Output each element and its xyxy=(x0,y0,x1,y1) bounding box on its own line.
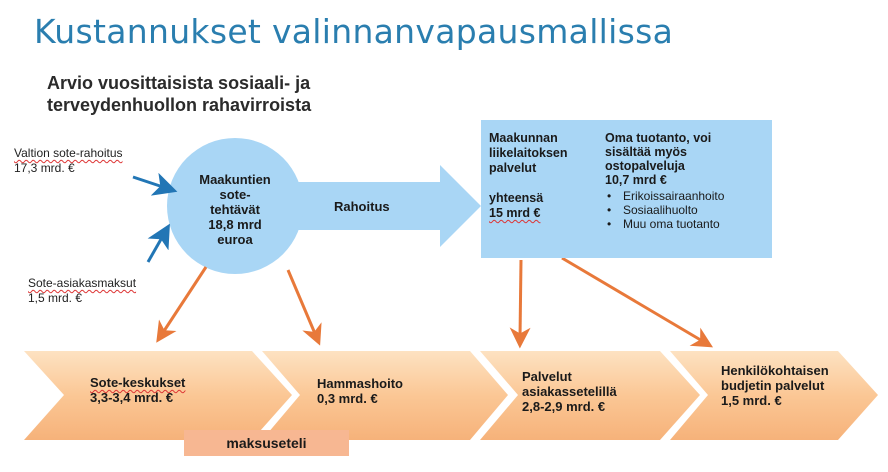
box-line: sisältää myös xyxy=(605,145,687,159)
subtitle-line-1: Arvio vuosittaisista sosiaali- ja xyxy=(47,73,311,93)
blue-arrow-asiakasmaksut xyxy=(148,234,164,262)
orange-arrow-henkilokohtainen xyxy=(562,258,704,342)
circle-line: Maakuntien xyxy=(199,172,271,187)
box-line xyxy=(489,176,568,191)
segment-line: 0,3 mrd. € xyxy=(317,391,378,406)
circle-line: 18,8 mrd xyxy=(208,217,262,232)
box-line: liikelaitoksen xyxy=(489,146,568,160)
orange-arrow-hammashoito xyxy=(288,270,316,336)
subtitle xyxy=(47,72,311,116)
segment-henkilokohtainen xyxy=(721,363,829,408)
segment-line: 2,8-2,9 mrd. € xyxy=(522,399,606,414)
oma-tuotanto-list xyxy=(605,189,724,231)
source-label: Sote-asiakasmaksut xyxy=(28,276,137,290)
segment-line: Hammashoito xyxy=(317,376,403,391)
source-valtion-rahoitus xyxy=(14,146,123,176)
box-line: ostopalveluja xyxy=(605,159,685,173)
circle-label xyxy=(184,172,286,247)
source-label: Valtion sote-rahoitus xyxy=(14,146,123,160)
list-item: • Muu oma tuotanto xyxy=(605,217,724,231)
box-line: 10,7 mrd € xyxy=(605,173,667,187)
list-item: • Erikoissairaanhoito xyxy=(605,189,724,203)
segment-asiakasseteli xyxy=(522,369,617,414)
segment-line: Henkilökohtaisen xyxy=(721,363,829,378)
blue-arrow-valtion-rahoitus xyxy=(133,177,166,188)
box-line: Oma tuotanto, voi xyxy=(605,131,712,145)
source-amount: 1,5 mrd. € xyxy=(28,291,83,305)
orange-arrow-asiakasseteli xyxy=(520,260,521,338)
segment-line: 1,5 mrd. € xyxy=(721,393,782,408)
source-amount: 17,3 mrd. € xyxy=(14,161,75,175)
segment-line: budjetin palvelut xyxy=(721,378,825,393)
box-line: palvelut xyxy=(489,161,537,175)
oma-tuotanto xyxy=(605,131,724,231)
box-line: 15 mrd € xyxy=(489,206,541,220)
segment-line: Sote-keskukset xyxy=(90,375,186,390)
page-title: Kustannukset valinnanvapausmallissa xyxy=(34,12,674,51)
rahoitus-label: Rahoitus xyxy=(334,199,390,214)
box-line: yhteensä xyxy=(489,191,544,205)
subtitle-line-2: terveydenhuollon rahavirroista xyxy=(47,95,312,115)
liikelaitos-total xyxy=(489,131,568,221)
segment-line: asiakassetelillä xyxy=(522,384,617,399)
list-item: • Sosiaalihuolto xyxy=(605,203,724,217)
box-line: Maakunnan xyxy=(489,131,558,145)
segment-line: Palvelut xyxy=(522,369,572,384)
segment-hammashoito xyxy=(317,376,403,406)
orange-arrow-sote-keskukset xyxy=(162,267,206,334)
maksuseteli-label: maksuseteli xyxy=(184,430,349,456)
segment-sote-keskukset xyxy=(90,375,185,405)
circle-line: euroa xyxy=(217,232,253,247)
source-asiakasmaksut xyxy=(28,276,136,306)
circle-line: tehtävät xyxy=(210,202,260,217)
segment-line: 3,3-3,4 mrd. € xyxy=(90,390,174,405)
circle-line: sote- xyxy=(219,187,251,202)
